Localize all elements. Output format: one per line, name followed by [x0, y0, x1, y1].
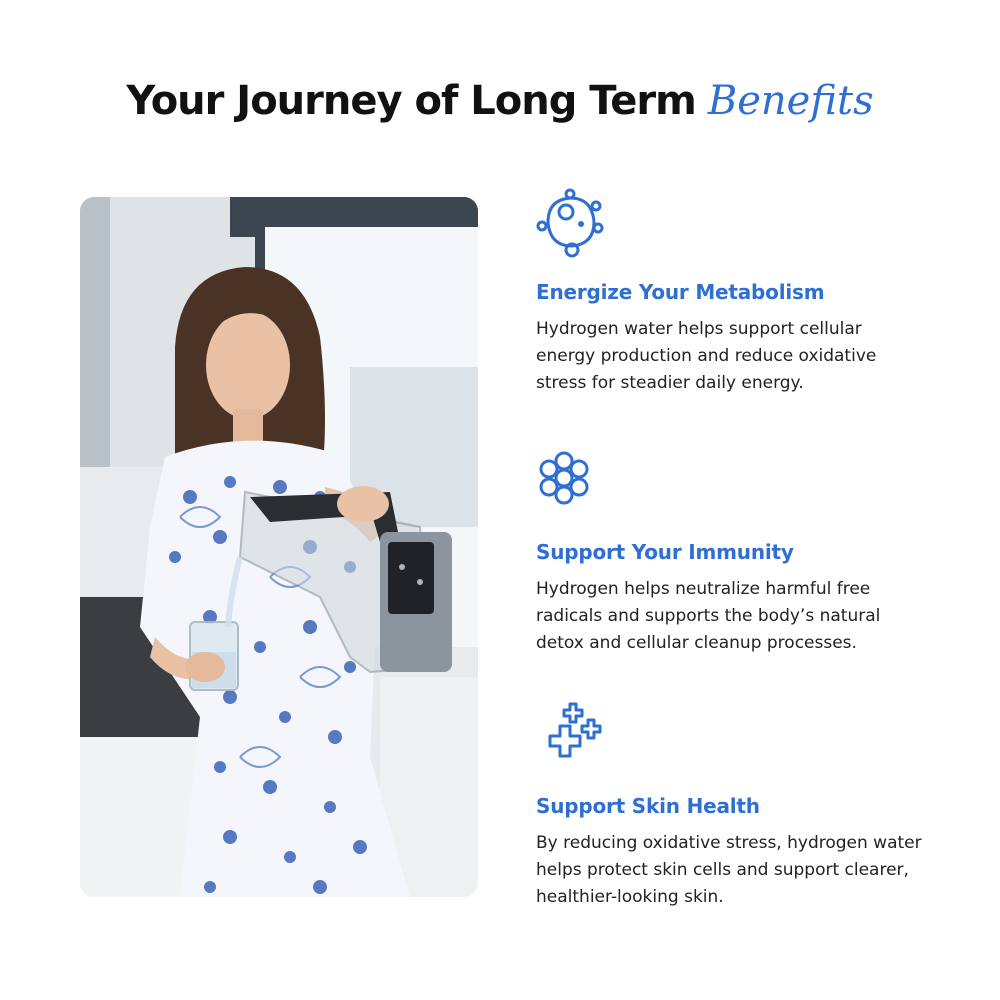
benefit-heading: Support Skin Health [536, 794, 760, 818]
page-title [0, 78, 1000, 138]
benefit-metabolism [536, 186, 936, 397]
medical-cross-icon [536, 700, 606, 782]
title-main: Your Journey of Long Term [126, 78, 696, 124]
benefit-description: Hydrogen helps neutralize harmful free radicals and supports the body’s natural detox and cellular cleanup processes. [536, 579, 881, 653]
woman-pouring-water-illustration [80, 197, 478, 897]
lifestyle-photo [80, 197, 478, 897]
molecule-icon [536, 186, 606, 268]
benefit-description: Hydrogen water helps support cellular energy production and reduce oxidative stress for steadier daily energy. [536, 319, 877, 393]
title-accent: Benefits [707, 78, 874, 124]
benefit-heading: Support Your Immunity [536, 540, 794, 564]
benefit-heading: Energize Your Metabolism [536, 280, 825, 304]
benefit-immunity [536, 446, 936, 657]
benefit-description: By reducing oxidative stress, hydrogen water helps protect skin cells and support clearer, healthier-looking skin. [536, 833, 922, 907]
cell-cluster-icon [536, 446, 606, 528]
benefit-skin-health [536, 700, 936, 911]
